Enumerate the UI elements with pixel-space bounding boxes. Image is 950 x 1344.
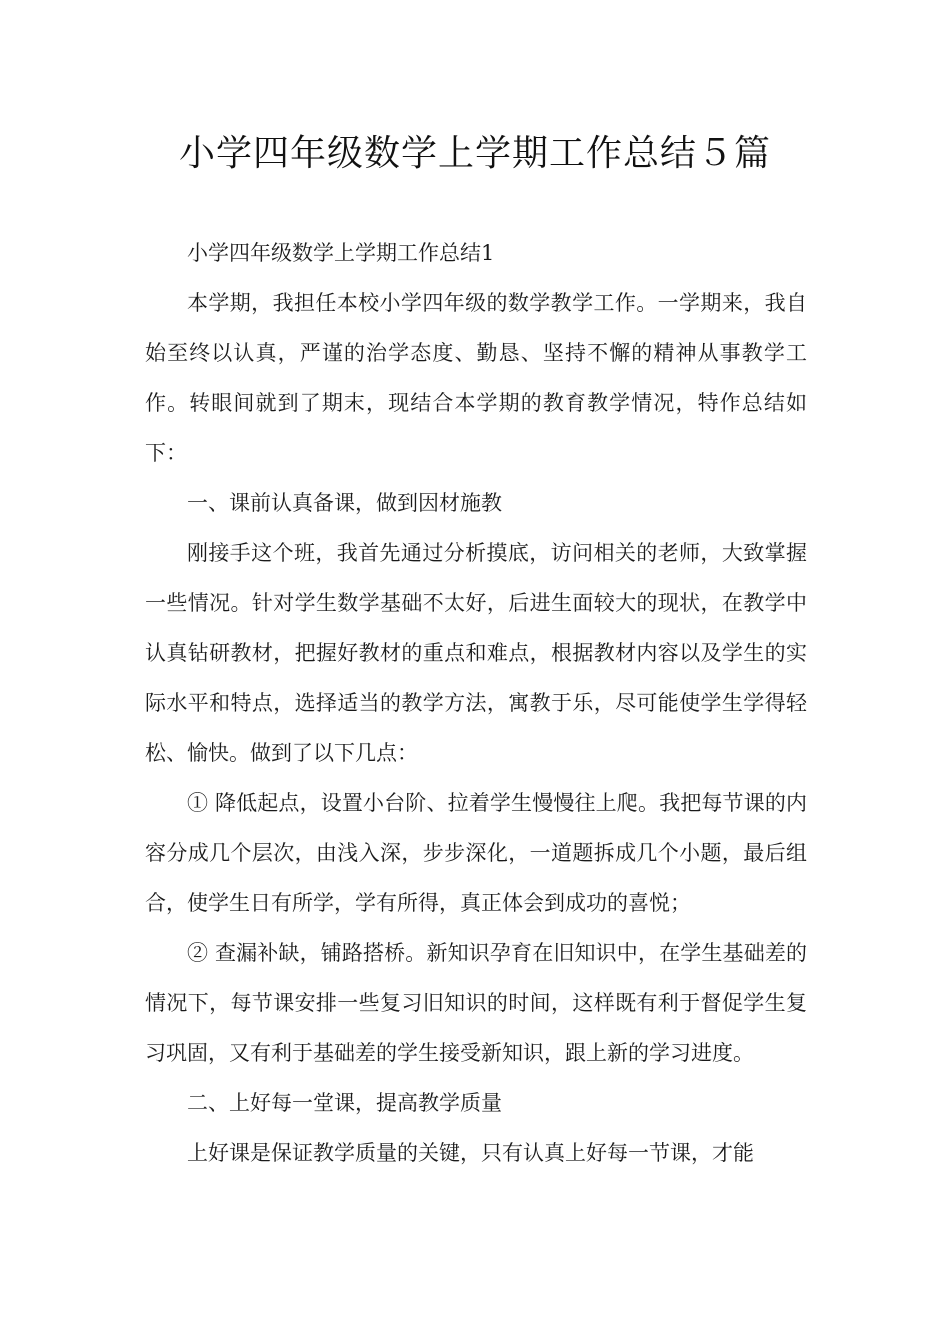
paragraph-teaching-quality: 上好课是保证教学质量的关键，只有认真上好每一节课，才能 [187, 1141, 754, 1165]
paragraph-intro: 本学期，我担任本校小学四年级的数学教学工作。一学期来，我自始至终以认真，严谨的治学态度、勤恳、坚持不懈的精神从事教学工作。转眼间就到了期末，现结合本学期的教育教学情况，特作总结如下： [145, 291, 807, 465]
document-title: 小学四年级数学上学期工作总结５篇 [178, 133, 771, 174]
section-heading-summary-1: 小学四年级数学上学期工作总结1 [187, 241, 495, 265]
paragraph-point-2: ② 查漏补缺，铺路搭桥。新知识孕育在旧知识中，在学生基础差的情况下，每节课安排一些复习旧知识的时间，这样既有利于督促学生复习巩固，又有利于基础差的学生接受新知识，跟上新的学习进度。 [145, 941, 807, 1065]
section-heading-teaching-quality: 二、上好每一堂课，提高教学质量 [187, 1091, 502, 1115]
paragraph-lesson-prep: 刚接手这个班，我首先通过分析摸底，访问相关的老师，大致掌握一些情况。针对学生数学基础不太好，后进生面较大的现状，在教学中认真钻研教材，把握好教材的重点和难点，根据教材内容以及学生的实际水平和特点，选择适当的教学方法，寓教于乐，尽可能使学生学得轻松、愉快。做到了以下几点： [145, 541, 807, 765]
section-heading-lesson-prep: 一、课前认真备课，做到因材施教 [187, 491, 502, 515]
document-body [145, 228, 807, 1178]
paragraph-point-1: ① 降低起点，设置小台阶、拉着学生慢慢往上爬。我把每节课的内容分成几个层次，由浅入深，步步深化，一道题拆成几个小题，最后组合，使学生日有所学，学有所得，真正体会到成功的喜悦； [145, 791, 807, 915]
